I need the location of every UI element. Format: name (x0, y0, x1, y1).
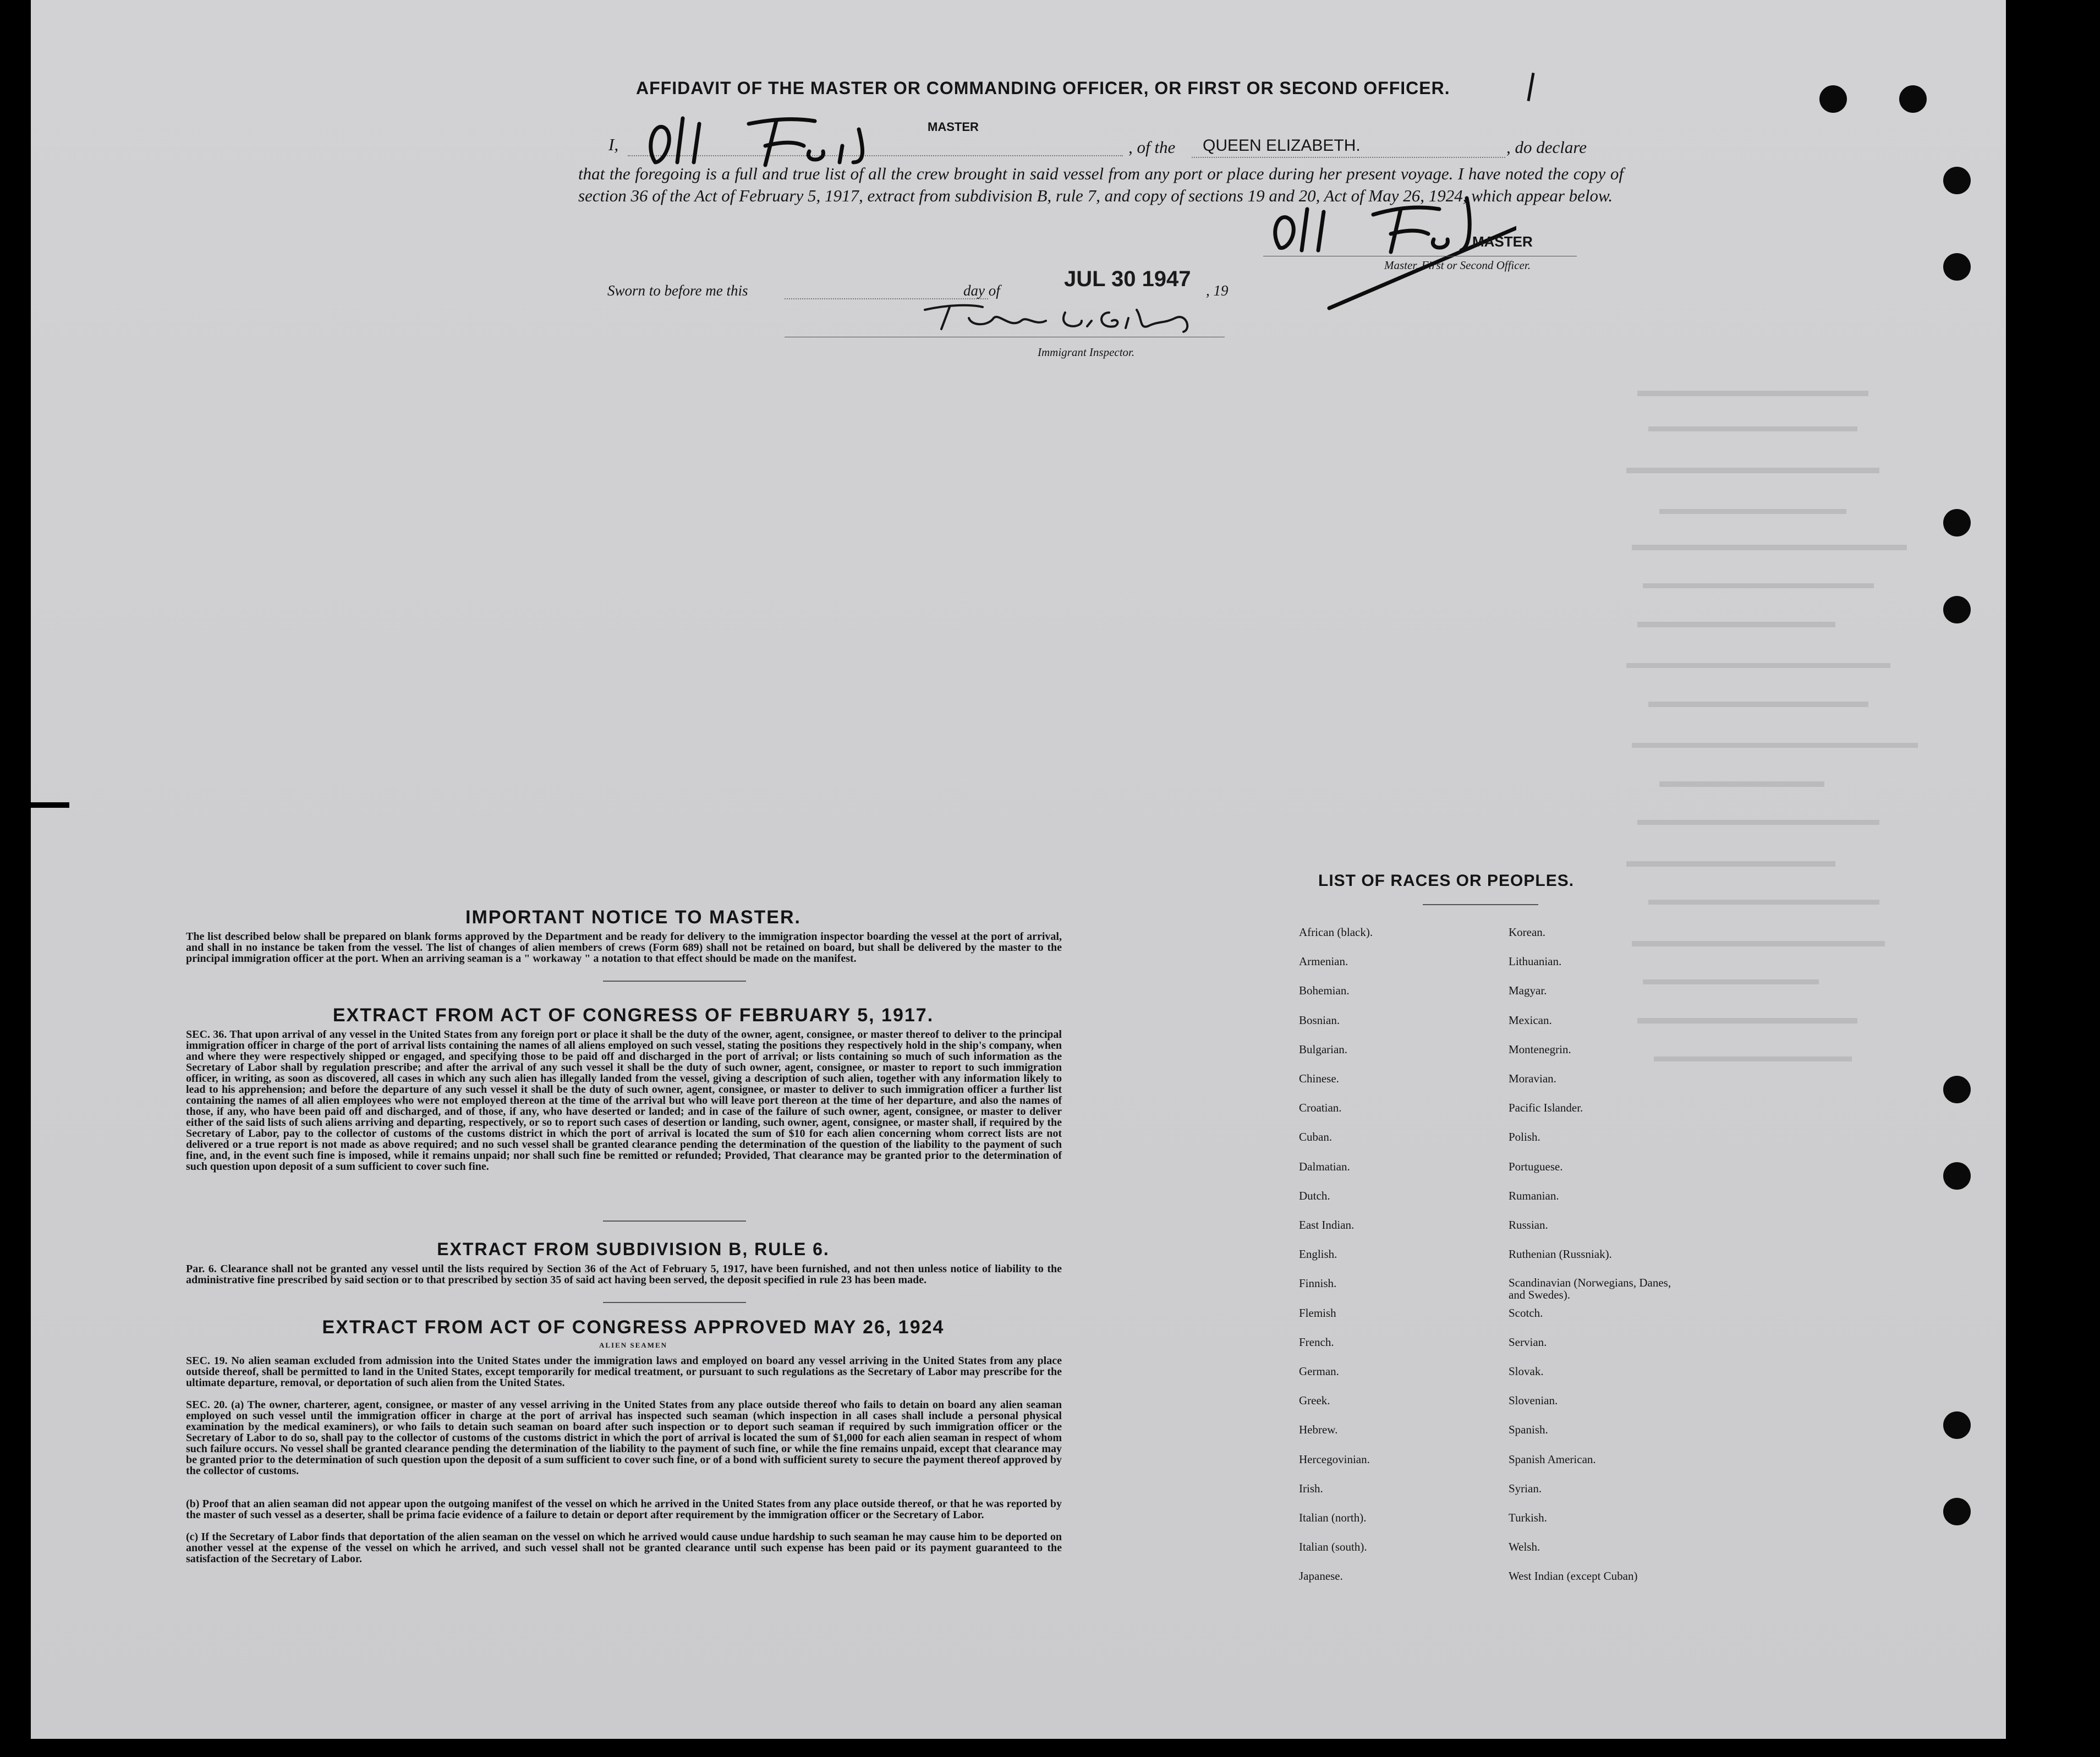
inspector-signature-ink (917, 296, 1203, 335)
race-item: Moravian. (1509, 1072, 1556, 1085)
race-item: Slovenian. (1509, 1394, 1558, 1407)
race-item: Welsh. (1509, 1540, 1540, 1553)
extract-1917-text: SEC. 36. That upon arrival of any vessel in the United States from any foreign port or place it shall be the duty of the owner, agent, consignee, or master thereof to deliver to the principal immigration officer in charge of the port of arrival lists containing the names of all aliens employed on such vessel, stating the positions they respectively hold in the ship's company, when and where they were respectively shipped or engaged, and specifying those to be paid off and discharged in the port of arrival; or lists containing so much of such information as the Secretary of Labor shall by regulation prescribe; and after the arrival of any such vessel it shall be the duty of such owner, agent, consignee, or master to report to such immigration officer, in writing, as soon as discovered, all cases in which any such alien has illegally landed from the vessel, giving a description of such alien, together with any information likely to lead to his apprehension; and before the departure of any such vessel it shall be the duty of such owner, agent, consignee, or master to deliver to such immigration officer a further list containing the names of all alien employees who were not employed thereon at the time of the arrival but who will leave port thereon at the time of her departure, and also the names of those, if any, who have been paid off and discharged, and of those, if any, who have deserted or landed; and in case of the failure of such owner, agent, consignee, or master to deliver either of the said lists of such aliens arriving and departing, respectively, or so to report such cases of desertion or landing, such owner, agent, consignee, or master shall, if required by the Secretary of Labor, pay to the collector of customs of the customs district in which the port of arrival is located the sum of $10 for each alien concerning whom correct lists are not delivered or a true report is not made as above required; and no such vessel shall be granted clearance pending the determination of the question of the liability to the payment of such fine, and, in the event such fine is imposed, while it remains unpaid; nor shall such fine be remitted or refunded; Provided, That clearance may be granted prior to the determination of such question upon deposit of a sum sufficient to cover such fine. (186, 1028, 1062, 1173)
sworn-label: Sworn to before me this (607, 282, 748, 299)
punch-hole (1819, 85, 1847, 113)
punch-hole (1899, 85, 1927, 113)
title-ink-mark (1527, 73, 1535, 101)
race-item: Scandinavian (Norwegians, Danes, and Swedes). (1509, 1276, 1671, 1301)
declaration-text: that the foregoing is a full and true list of all the crew brought in said vessel from any port or place during her present voyage. I have noted the copy of section 36 of the Act of February 5, 1917, extract from subdivision B, rule 7, and copy of sections 19 and 20, Act of May 26, 1924, which appear below. (578, 164, 1624, 205)
race-item: Finnish. (1299, 1277, 1337, 1290)
race-item: Bohemian. (1299, 984, 1350, 997)
extract-1917-title: EXTRACT FROM ACT OF CONGRESS OF FEBRUARY 5, 1917. (332, 1005, 934, 1026)
extract-1924-subtitle: ALIEN SEAMEN (599, 1341, 668, 1349)
rank-label-1: MASTER (928, 120, 979, 134)
race-item: Chinese. (1299, 1072, 1339, 1085)
punch-hole (1943, 509, 1971, 537)
race-item: Mexican. (1509, 1014, 1552, 1027)
race-item: Russian. (1509, 1218, 1548, 1231)
officer-signature (1263, 193, 1516, 316)
race-item: Korean. (1509, 926, 1546, 939)
race-item: Lithuanian. (1509, 955, 1562, 968)
edge-ink-mark (0, 802, 69, 808)
race-item: Greek. (1299, 1394, 1330, 1407)
race-item: Cuban. (1299, 1130, 1333, 1143)
punch-hole (1943, 596, 1971, 623)
punch-hole (1943, 167, 1971, 194)
race-item: German. (1299, 1365, 1339, 1378)
bleed-through-marks (1615, 380, 1967, 1095)
race-item: Servian. (1509, 1335, 1547, 1349)
punch-hole (1943, 1498, 1971, 1525)
vessel-name: QUEEN ELIZABETH. (1203, 136, 1361, 155)
i-label: I, (608, 135, 619, 154)
notice-title: IMPORTANT NOTICE TO MASTER. (465, 907, 801, 928)
race-item: Dalmatian. (1299, 1160, 1350, 1173)
bleed-through-text (1615, 380, 1967, 1095)
extract-1924-sec19: SEC. 19. No alien seaman excluded from admission into the United States under the immigration laws and employed on board any vessel arriving in the United States from any place outside thereof, shall be permitted to land in the United States, except temporarily for medical treatment, or pursuant to such regulations as the Secretary of Labor may prescribe for the ultimate departure, removal, or deportation of such alien from the United States. (186, 1355, 1062, 1389)
race-item: Dutch. (1299, 1189, 1330, 1202)
notice-divider (603, 981, 746, 982)
year-label: , 19 (1206, 282, 1229, 299)
inspector-signature (917, 296, 1203, 337)
extract-1924-sec20b: (b) Proof that an alien seaman did not appear upon the outgoing manifest of the vessel on which he arrived in the United States from any place outside thereof, or that he was reported by the master of such vessel as a deserter, shall be prima facie evidence of a failure to detain or deport after requirement by the immigration officer or the Secretary of Labor. (186, 1498, 1062, 1521)
race-item: Magyar. (1509, 984, 1547, 997)
race-item: East Indian. (1299, 1218, 1355, 1231)
extract-rule6-divider (603, 1302, 746, 1303)
race-item: West Indian (except Cuban) (1509, 1569, 1638, 1583)
race-item: Ruthenian (Russniak). (1509, 1247, 1612, 1261)
extract-1924-title: EXTRACT FROM ACT OF CONGRESS APPROVED MAY 26, 1924 (322, 1317, 945, 1338)
officer-caption: Master, First or Second Officer. (1384, 259, 1531, 272)
date-stamp: JUL 30 1947 (1064, 267, 1191, 291)
punch-hole (1943, 1076, 1971, 1103)
races-divider (1423, 904, 1538, 905)
race-item: Bulgarian. (1299, 1043, 1348, 1056)
race-item: Flemish (1299, 1306, 1336, 1320)
extract-rule6-text: Par. 6. Clearance shall not be granted any vessel until the lists required by Section 36 of the Act of February 5, 1917, have been furnished, and not then unless notice of liability to the administrative fine prescribed by said section or to that prescribed by section 35 of said act having been served, the deposit specified in rule 23 has been made. (186, 1263, 1062, 1286)
race-item: Slovak. (1509, 1365, 1544, 1378)
rank-label-2: MASTER (1472, 233, 1533, 250)
race-item: Bosnian. (1299, 1014, 1340, 1027)
race-item: Irish. (1299, 1482, 1323, 1495)
race-item: Spanish American. (1509, 1453, 1596, 1466)
extract-1924-sec20c: (c) If the Secretary of Labor finds that deportation of the alien seaman on the vessel on which he arrived would cause undue hardship to such seaman he may cause him to be deported on another vessel at the expense of the vessel on which he arrived, and such vessel shall not be granted clearance until such expense has been paid or its payment guaranteed to the satisfaction of the Secretary of Labor. (186, 1531, 1062, 1565)
notice-text: The list described below shall be prepared on blank forms approved by the Department and be ready for delivery to the immigration inspector boarding the vessel at the port of arrival, and shall in no instance be taken from the vessel. The list of changes of alien members of crews (Form 689) shall not be retained on board, but shall be delivered by the master to the principal immigration officer at the port. When an arriving seaman is a " workaway " a notation to that effect should be made on the manifest. (186, 931, 1062, 965)
race-item: Hercegovinian. (1299, 1453, 1370, 1466)
race-item: English. (1299, 1247, 1337, 1261)
vessel-line (1192, 157, 1505, 158)
race-item: Rumanian. (1509, 1189, 1559, 1202)
extract-1917-divider (603, 1220, 746, 1222)
race-item: Japanese. (1299, 1569, 1343, 1583)
races-title: LIST OF RACES OR PEOPLES. (1318, 872, 1575, 890)
race-item: Syrian. (1509, 1482, 1542, 1495)
race-item: Italian (south). (1299, 1540, 1367, 1553)
race-item: Montenegrin. (1509, 1043, 1571, 1056)
inspector-caption: Immigrant Inspector. (1038, 346, 1135, 359)
race-item: African (black). (1299, 926, 1373, 939)
race-item: Portuguese. (1509, 1160, 1563, 1173)
race-item: French. (1299, 1335, 1334, 1349)
officer-signature-ink (1263, 193, 1516, 314)
race-item: Polish. (1509, 1130, 1540, 1143)
race-item: Hebrew. (1299, 1423, 1338, 1436)
race-item: Armenian. (1299, 955, 1348, 968)
punch-hole (1943, 253, 1971, 281)
document-page (31, 0, 2006, 1739)
do-declare-label: , do declare (1506, 138, 1587, 157)
race-item: Italian (north). (1299, 1511, 1367, 1524)
race-item: Pacific Islander. (1509, 1101, 1583, 1114)
affidavit-title: AFFIDAVIT OF THE MASTER OR COMMANDING OFFICER, OR FIRST OR SECOND OFFICER. (636, 78, 1450, 98)
extract-1924-sec20a: SEC. 20. (a) The owner, charterer, agent, consignee, or master of any vessel arriving in the United States from any place outside thereof who fails to detain on board any alien seaman employed on such vessel until the immigration officer in charge at the port of arrival has inspected such seaman (which inspection in all cases shall include a personal physical examination by the medical examiners), or who fails to detain such seaman on board after such inspection or to deport such seaman if required by such immigration officer or the Secretary of Labor to do so, shall pay to the collector of customs of the customs district in which the port of arrival is located the sum of $1,000 for each alien seaman in respect of whom such failure occurs. No vessel shall be granted clearance pending the determination of the liability to the payment of such fine, or while the fine remains unpaid, except that clearance may be granted prior to the determination of such question upon the deposit of a sum sufficient to cover such fine, or of a bond with sufficient surety to secure the payment thereof approved by the collector of customs. (186, 1399, 1062, 1477)
race-item: Croatian. (1299, 1101, 1342, 1114)
race-item: Turkish. (1509, 1511, 1547, 1524)
day-of-label: day of (963, 282, 1000, 299)
extract-rule6-title: EXTRACT FROM SUBDIVISION B, RULE 6. (437, 1239, 830, 1259)
punch-hole (1943, 1162, 1971, 1190)
race-item: Spanish. (1509, 1423, 1548, 1436)
race-item: Scotch. (1509, 1306, 1543, 1320)
punch-hole (1943, 1411, 1971, 1439)
of-the-label: , of the (1128, 138, 1176, 157)
